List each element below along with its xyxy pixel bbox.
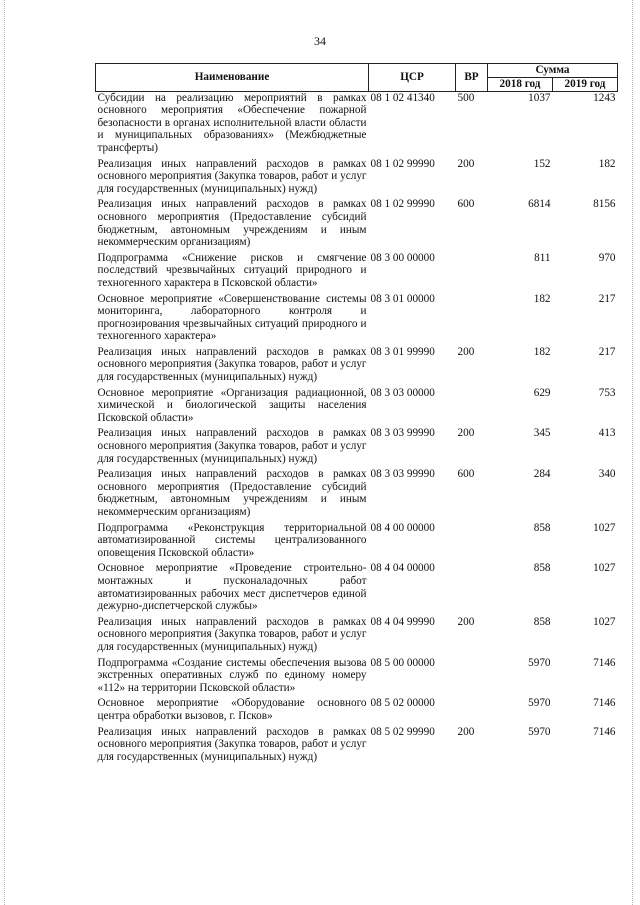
row-csr-cell: 08 3 03 99990 bbox=[370, 468, 435, 481]
row-csr-cell: 08 3 01 99990 bbox=[370, 345, 435, 358]
table-row bbox=[96, 387, 618, 428]
row-2019-cell: 217 bbox=[598, 345, 616, 358]
row-2018-cell: 345 bbox=[533, 427, 551, 440]
row-csr-cell: 08 1 02 99990 bbox=[370, 157, 435, 170]
row-vr-cell: 200 bbox=[457, 345, 475, 358]
row-vr-cell: 600 bbox=[457, 468, 475, 481]
table-row bbox=[96, 468, 618, 521]
row-name-cell: Реализация иных направлений расходов в рамках основного мероприятия (Закупка товаров, работ и услуг для государственных (муниципальных) нужд) bbox=[97, 427, 367, 465]
scan-edge-left bbox=[4, 0, 8, 905]
row-vr-cell bbox=[456, 697, 488, 725]
row-csr-cell: 08 5 02 99990 bbox=[370, 725, 435, 738]
header-year-2019: 2019 год bbox=[553, 78, 618, 92]
header-year-2018: 2018 год bbox=[488, 78, 553, 92]
row-2019-cell: 7146 bbox=[593, 725, 616, 738]
table-body bbox=[96, 91, 618, 766]
row-2019-cell: 340 bbox=[598, 468, 616, 481]
row-2018-cell: 182 bbox=[533, 345, 551, 358]
row-2019-cell: 1243 bbox=[593, 91, 616, 104]
row-name-cell: Реализация иных направлений расходов в рамках основного мероприятия (Закупка товаров, работ и услуг для государственных (муниципальных) нужд) bbox=[97, 725, 367, 763]
row-name-cell: Основное мероприятие «Оборудование основного центра обработки вызовов, г. Псков» bbox=[97, 697, 367, 722]
row-name-cell: Реализация иных направлений расходов в рамках основного мероприятия (Закупка товаров, работ и услуг для государственных (муниципальных) нужд) bbox=[97, 615, 367, 653]
row-vr-cell bbox=[456, 293, 488, 346]
row-vr-cell bbox=[456, 522, 488, 563]
table-header bbox=[96, 64, 618, 92]
row-csr-cell: 08 4 00 00000 bbox=[370, 521, 435, 534]
header-vr: ВР bbox=[456, 64, 488, 92]
row-name-cell: Субсидии на реализацию мероприятий в рамках основного мероприятия «Обеспечение пожарной безопасности в органах исполнительной власти области и муниципальных образованиях» (Межбюджетные трансферты) bbox=[97, 91, 367, 154]
scan-edge-right bbox=[632, 0, 636, 905]
row-2019-cell: 182 bbox=[598, 157, 616, 170]
row-vr-cell: 500 bbox=[457, 91, 475, 104]
row-2018-cell: 5970 bbox=[528, 725, 551, 738]
table-row bbox=[96, 562, 618, 615]
budget-table bbox=[95, 63, 618, 766]
row-csr-cell: 08 1 02 41340 bbox=[370, 91, 435, 104]
row-name-cell: Основное мероприятие «Совершенствование системы мониторинга, лабораторного контроля и прогнозирования чрезвычайных ситуаций природного и техногенного характера» bbox=[97, 292, 367, 343]
row-csr-cell: 08 1 02 99990 bbox=[370, 198, 435, 211]
row-name-cell: Реализация иных направлений расходов в рамках основного мероприятия (Предоставление субсидий бюджетным, автономным учреждениям и иным некоммерческим организациям) bbox=[97, 198, 367, 249]
row-vr-cell bbox=[456, 387, 488, 428]
row-2018-cell: 284 bbox=[533, 468, 551, 481]
row-csr-cell: 08 5 00 00000 bbox=[370, 656, 435, 669]
table-row bbox=[96, 293, 618, 346]
row-name-cell: Подпрограмма «Снижение рисков и смягчение последствий чрезвычайных ситуаций природного и техногенного характера в Псковской области» bbox=[97, 251, 367, 289]
row-2018-cell: 5970 bbox=[528, 697, 551, 710]
row-name-cell: Реализация иных направлений расходов в рамках основного мероприятия (Закупка товаров, работ и услуг для государственных (муниципальных) нужд) bbox=[97, 157, 367, 195]
row-name-cell: Подпрограмма «Реконструкция территориальной автоматизированной системы централизованного оповещения Псковской области» bbox=[97, 521, 367, 559]
row-name-cell: Подпрограмма «Создание системы обеспечения вызова экстренных оперативных служб по единому номеру «112» на территории Псковской области» bbox=[97, 656, 367, 694]
row-vr-cell: 200 bbox=[457, 615, 475, 628]
table-row bbox=[96, 657, 618, 698]
row-2018-cell: 858 bbox=[533, 521, 551, 534]
row-csr-cell: 08 3 01 00000 bbox=[370, 292, 435, 305]
row-name-cell: Реализация иных направлений расходов в рамках основного мероприятия (Закупка товаров, работ и услуг для государственных (муниципальных) нужд) bbox=[97, 345, 367, 384]
row-2018-cell: 5970 bbox=[528, 656, 551, 669]
header-name: Наименование bbox=[96, 64, 369, 92]
table-row bbox=[96, 91, 618, 157]
row-name-cell: Реализация иных направлений расходов в рамках основного мероприятия (Предоставление субсидий бюджетным, автономным учреждениям и иным некоммерческим организациям) bbox=[97, 468, 367, 518]
table-row bbox=[96, 198, 618, 251]
row-vr-cell: 600 bbox=[457, 198, 475, 211]
row-2018-cell: 811 bbox=[534, 251, 551, 264]
row-2019-cell: 7146 bbox=[593, 656, 616, 669]
table-row bbox=[96, 697, 618, 725]
row-vr-cell bbox=[456, 657, 488, 698]
table-row bbox=[96, 346, 618, 387]
row-2018-cell: 152 bbox=[533, 157, 551, 170]
row-csr-cell: 08 5 02 00000 bbox=[370, 697, 435, 710]
row-2018-cell: 6814 bbox=[528, 198, 551, 211]
row-vr-cell: 200 bbox=[457, 427, 475, 440]
row-csr-cell: 08 3 00 00000 bbox=[370, 251, 435, 264]
row-csr-cell: 08 4 04 00000 bbox=[370, 562, 435, 575]
header-sum: Сумма bbox=[488, 64, 618, 78]
table-row bbox=[96, 726, 618, 767]
row-2019-cell: 413 bbox=[598, 427, 616, 440]
row-2019-cell: 753 bbox=[598, 386, 616, 399]
row-2019-cell: 1027 bbox=[593, 562, 616, 575]
row-2018-cell: 1037 bbox=[528, 91, 551, 104]
row-2019-cell: 1027 bbox=[593, 521, 616, 534]
row-csr-cell: 08 3 03 00000 bbox=[370, 386, 435, 399]
row-2019-cell: 8156 bbox=[593, 198, 616, 211]
row-2018-cell: 629 bbox=[533, 386, 551, 399]
row-2018-cell: 182 bbox=[533, 292, 551, 305]
row-name-cell: Основное мероприятие «Проведение строительно-монтажных и пусконаладочных работ автоматизированных рабочих мест диспетчеров единой дежурно-диспетчерской службы» bbox=[97, 562, 367, 613]
row-2018-cell: 858 bbox=[533, 615, 551, 628]
row-2018-cell: 858 bbox=[533, 562, 551, 575]
row-2019-cell: 7146 bbox=[593, 697, 616, 710]
page-number: 34 bbox=[314, 34, 326, 48]
row-csr-cell: 08 4 04 99990 bbox=[370, 615, 435, 628]
row-name-cell: Основное мероприятие «Организация радиационной, химической и биологической защиты населения Псковской области» bbox=[97, 386, 367, 424]
table-row bbox=[96, 427, 618, 468]
table-row bbox=[96, 616, 618, 657]
table-row bbox=[96, 522, 618, 563]
table-row bbox=[96, 158, 618, 199]
row-vr-cell: 200 bbox=[457, 725, 475, 738]
row-2019-cell: 1027 bbox=[593, 615, 616, 628]
row-2019-cell: 217 bbox=[598, 292, 616, 305]
row-vr-cell bbox=[456, 252, 488, 293]
row-2019-cell: 970 bbox=[598, 251, 616, 264]
row-csr-cell: 08 3 03 99990 bbox=[370, 427, 435, 440]
row-vr-cell: 200 bbox=[457, 157, 475, 170]
header-csr: ЦСР bbox=[369, 64, 456, 92]
table-row bbox=[96, 252, 618, 293]
row-vr-cell bbox=[456, 562, 488, 615]
